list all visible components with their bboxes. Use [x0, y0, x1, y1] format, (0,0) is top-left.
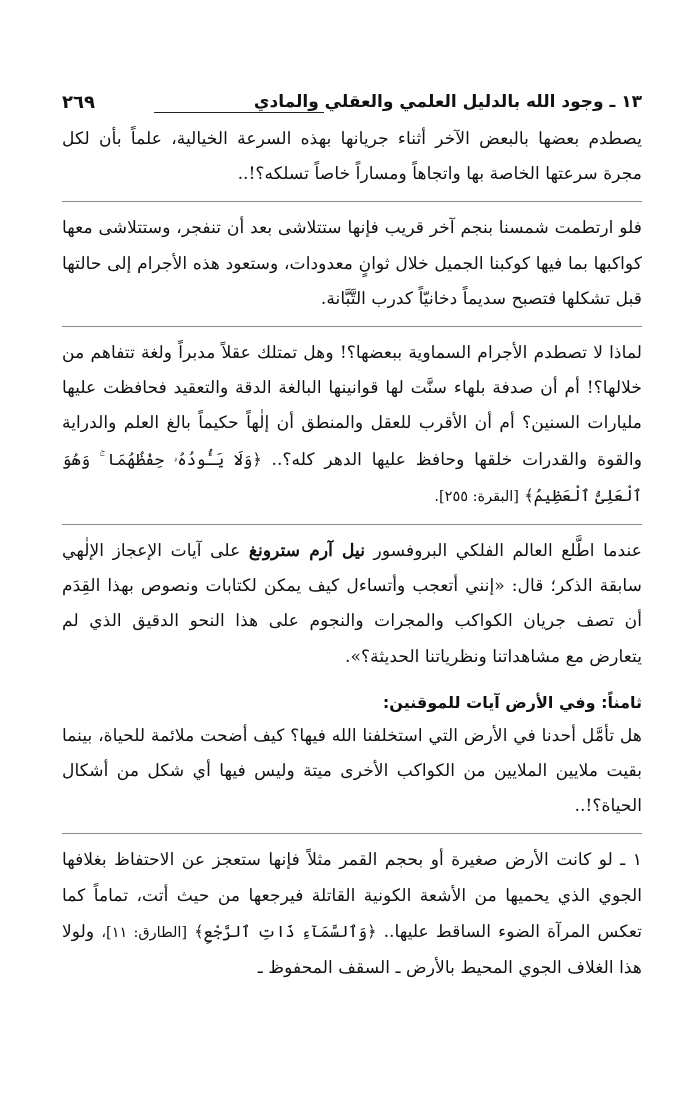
paragraph-3: [62, 336, 642, 515]
paragraph-6: [62, 843, 642, 986]
paragraph-divider: [62, 833, 642, 834]
section-heading: ثامناً: وفي الأرض آيات للموقنين:: [382, 692, 642, 712]
running-header: [62, 88, 642, 122]
book-page: [62, 88, 642, 986]
chapter-title: ١٣ ـ وجود الله بالدليل العلمي والعقلي والمادي: [253, 92, 642, 112]
paragraph-divider: [62, 201, 642, 202]
section-gap: [62, 675, 642, 687]
verse-reference: [البقرة: ٢٥٥].: [434, 488, 519, 505]
scientist-name: نيل آرم سترونغ: [248, 541, 365, 562]
paragraph-divider: [62, 326, 642, 327]
paragraph-4-quote: على آيات الإعجاز الإلٰهي سابقة الذكر؛ قال: «إنني أتعجب وأتساءل كيف يمكن لكتابات ونصوص بهذا القِدَم أن تصف جريان الكواكب والمجرات والنجوم على هذا النحو الدقيق الذي لم يتعارض مع مشاهداتنا ونظرياتنا الحديثة؟».: [62, 541, 642, 667]
header-rule: [154, 112, 324, 113]
quran-verse: ﴿وَلَا يَـُٔودُهُۥ حِفْظُهُمَا ۚ وَهُوَ ٱلْعَلِىُّ ٱلْعَظِيمُ﴾: [62, 449, 642, 505]
quran-verse: ﴿وَٱلسَّمَآءِ ذَاتِ ٱلرَّجْعِ﴾: [194, 921, 377, 941]
paragraph-1: يصطدم بعضها بالبعض الآخر أثناء جريانها بهذه السرعة الخيالية، علماً بأن لكل مجرة سرعتها الخاصة بها واتجاهاً ومساراً خاصاً تسلكه؟!..: [62, 129, 642, 185]
paragraph-3-text: لماذا لا تصطدم الأجرام السماوية ببعضها؟! وهل تمتلك عقلاً مدبراً ولغة تتفاهم من خلالها؟! أم أن صدفة بلهاء سنَّت لها قوانينها البالغة الدقة والتعقيد فحافظت عليها مليارات السنين؟ أم أن الأقرب للعقل والمنطق أن إلٰهاً حكيماً بالغ العلم والدراية والقوة والقدرات خلقها وحافظ عليها الدهر كله؟..: [62, 343, 642, 470]
paragraph-4: [62, 534, 642, 675]
paragraph-6-text: ١ ـ لو كانت الأرض صغيرة أو بحجم القمر مثلاً فإنها ستعجز عن الاحتفاظ بغلافها الجوي الذي يحميها من الأشعة الكونية القاتلة فيرجعها من حيث أتت، تماماً كما تعكس المرآة الضوء الساقط عليها..: [62, 850, 642, 942]
paragraph-2: فلو ارتطمت شمسنا بنجم آخر قريب فإنها ستتلاشى بعد أن تنفجر، وستتلاشى معها كواكبها بما فيها كوكبنا الجميل خلال ثوانٍ معدودات، وستعود هذه الأجرام إلى حالتها قبل تشكلها فتصبح سديماً دخانيّاً كدرب التَّبَّانة.: [62, 218, 642, 309]
paragraph-divider: [62, 524, 642, 525]
paragraph-5: هل تأمَّل أحدنا في الأرض التي استخلفنا الله فيها؟ كيف أضحت ملائمة للحياة، بينما بقيت ملايين الملايين من الكواكب الأخرى ميتة وليس فيها أي شكل من أشكال الحياة؟!..: [62, 725, 642, 817]
paragraph-6-continuation: ولولا هذا الغلاف الجوي المحيط بالأرض ـ السقف المحفوظ ـ: [62, 921, 642, 979]
verse-reference: [الطارق: ١١]،: [101, 924, 188, 941]
paragraph-4-intro: عندما اطَّلع العالم الفلكي البروفسور: [373, 541, 642, 562]
page-number: ٢٦٩: [62, 92, 95, 113]
